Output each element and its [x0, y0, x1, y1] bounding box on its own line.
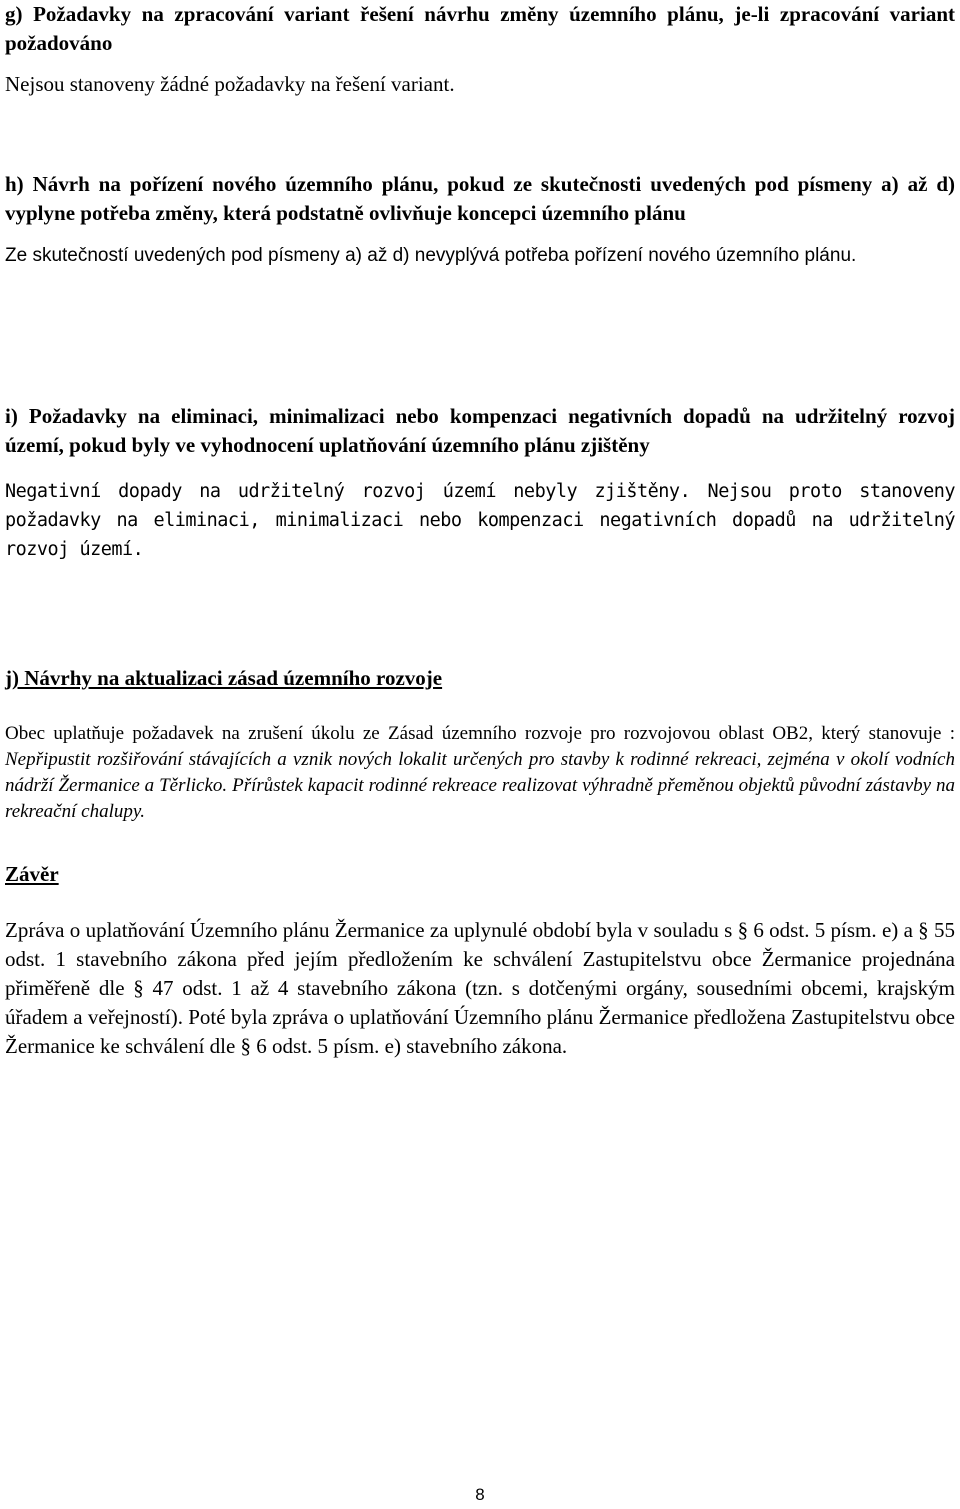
section-i-body: Negativní dopady na udržitelný rozvoj území nebyly zjištěny. Nejsou proto stanoveny požadavky na eliminaci, minimalizaci nebo kompenzaci negativních dopadů na udržitelný rozvoj území.: [5, 481, 955, 560]
section-h-heading: h) Návrh na pořízení nového územního plánu, pokud ze skutečnosti uvedených pod písmeny a) až d) vyplyne potřeba změny, která podstatně ovlivňuje koncepci územního plánu: [5, 172, 955, 225]
section-j: [5, 664, 955, 825]
section-i: [5, 402, 955, 564]
section-j-body-intro: Obec uplatňuje požadavek na zrušení úkolu ze Zásad územního rozvoje pro rozvojovou oblast OB2, který stanovuje :: [5, 723, 955, 744]
section-g-body: Nejsou stanoveny žádné požadavky na řešení variant.: [5, 72, 455, 96]
conclusion-heading: Závěr: [5, 862, 59, 886]
section-i-heading: i) Požadavky na eliminaci, minimalizaci nebo kompenzaci negativních dopadů na udržitelný rozvoj území, pokud byly ve vyhodnocení uplatňování územního plánu zjištěny: [5, 404, 955, 457]
section-g-heading: g) Požadavky na zpracování variant řešení návrhu změny územního plánu, je-li zpracování variant požadováno: [5, 2, 955, 55]
conclusion-body: Zpráva o uplatňování Územního plánu Žermanice za uplynulé období byla v souladu s § 6 odst. 5 písm. e) a § 55 odst. 1 stavebního zákona před jejím předložením ke schválení Zastupitelstvu obce Žermanice projednána přiměřeně dle § 47 odst. 1 až 4 stavebního zákona (tzn. s dotčenými orgány, sousedními obcemi, krajským úřadem a veřejností). Poté byla zpráva o uplatňování Územního plánu Žermanice předložena Zastupitelstvu obce Žermanice ke schválení dle § 6 odst. 5 písm. e) stavebního zákona.: [5, 918, 955, 1058]
section-h-body: Ze skutečností uvedených pod písmeny a) až d) nevyplývá potřeba pořízení nového územního plánu.: [5, 245, 857, 266]
section-j-body-quote: Nepřipustit rozšiřování stávajících a vznik nových lokalit určených pro stavby k rodinné rekreaci, zejména v okolí vodních nádrží Žermanice a Těrlicko. Přírůstek kapacit rodinné rekreace realizovat výhradně přeměnou objektů původní zástavby na rekreační chalupy.: [5, 749, 955, 822]
conclusion: [5, 860, 955, 1061]
section-j-body: [5, 721, 955, 825]
section-j-heading: j) Návrhy na aktualizaci zásad územního rozvoje: [5, 666, 443, 690]
page-number: 8: [475, 1485, 485, 1504]
section-h: [5, 170, 955, 270]
section-g: [5, 0, 955, 99]
